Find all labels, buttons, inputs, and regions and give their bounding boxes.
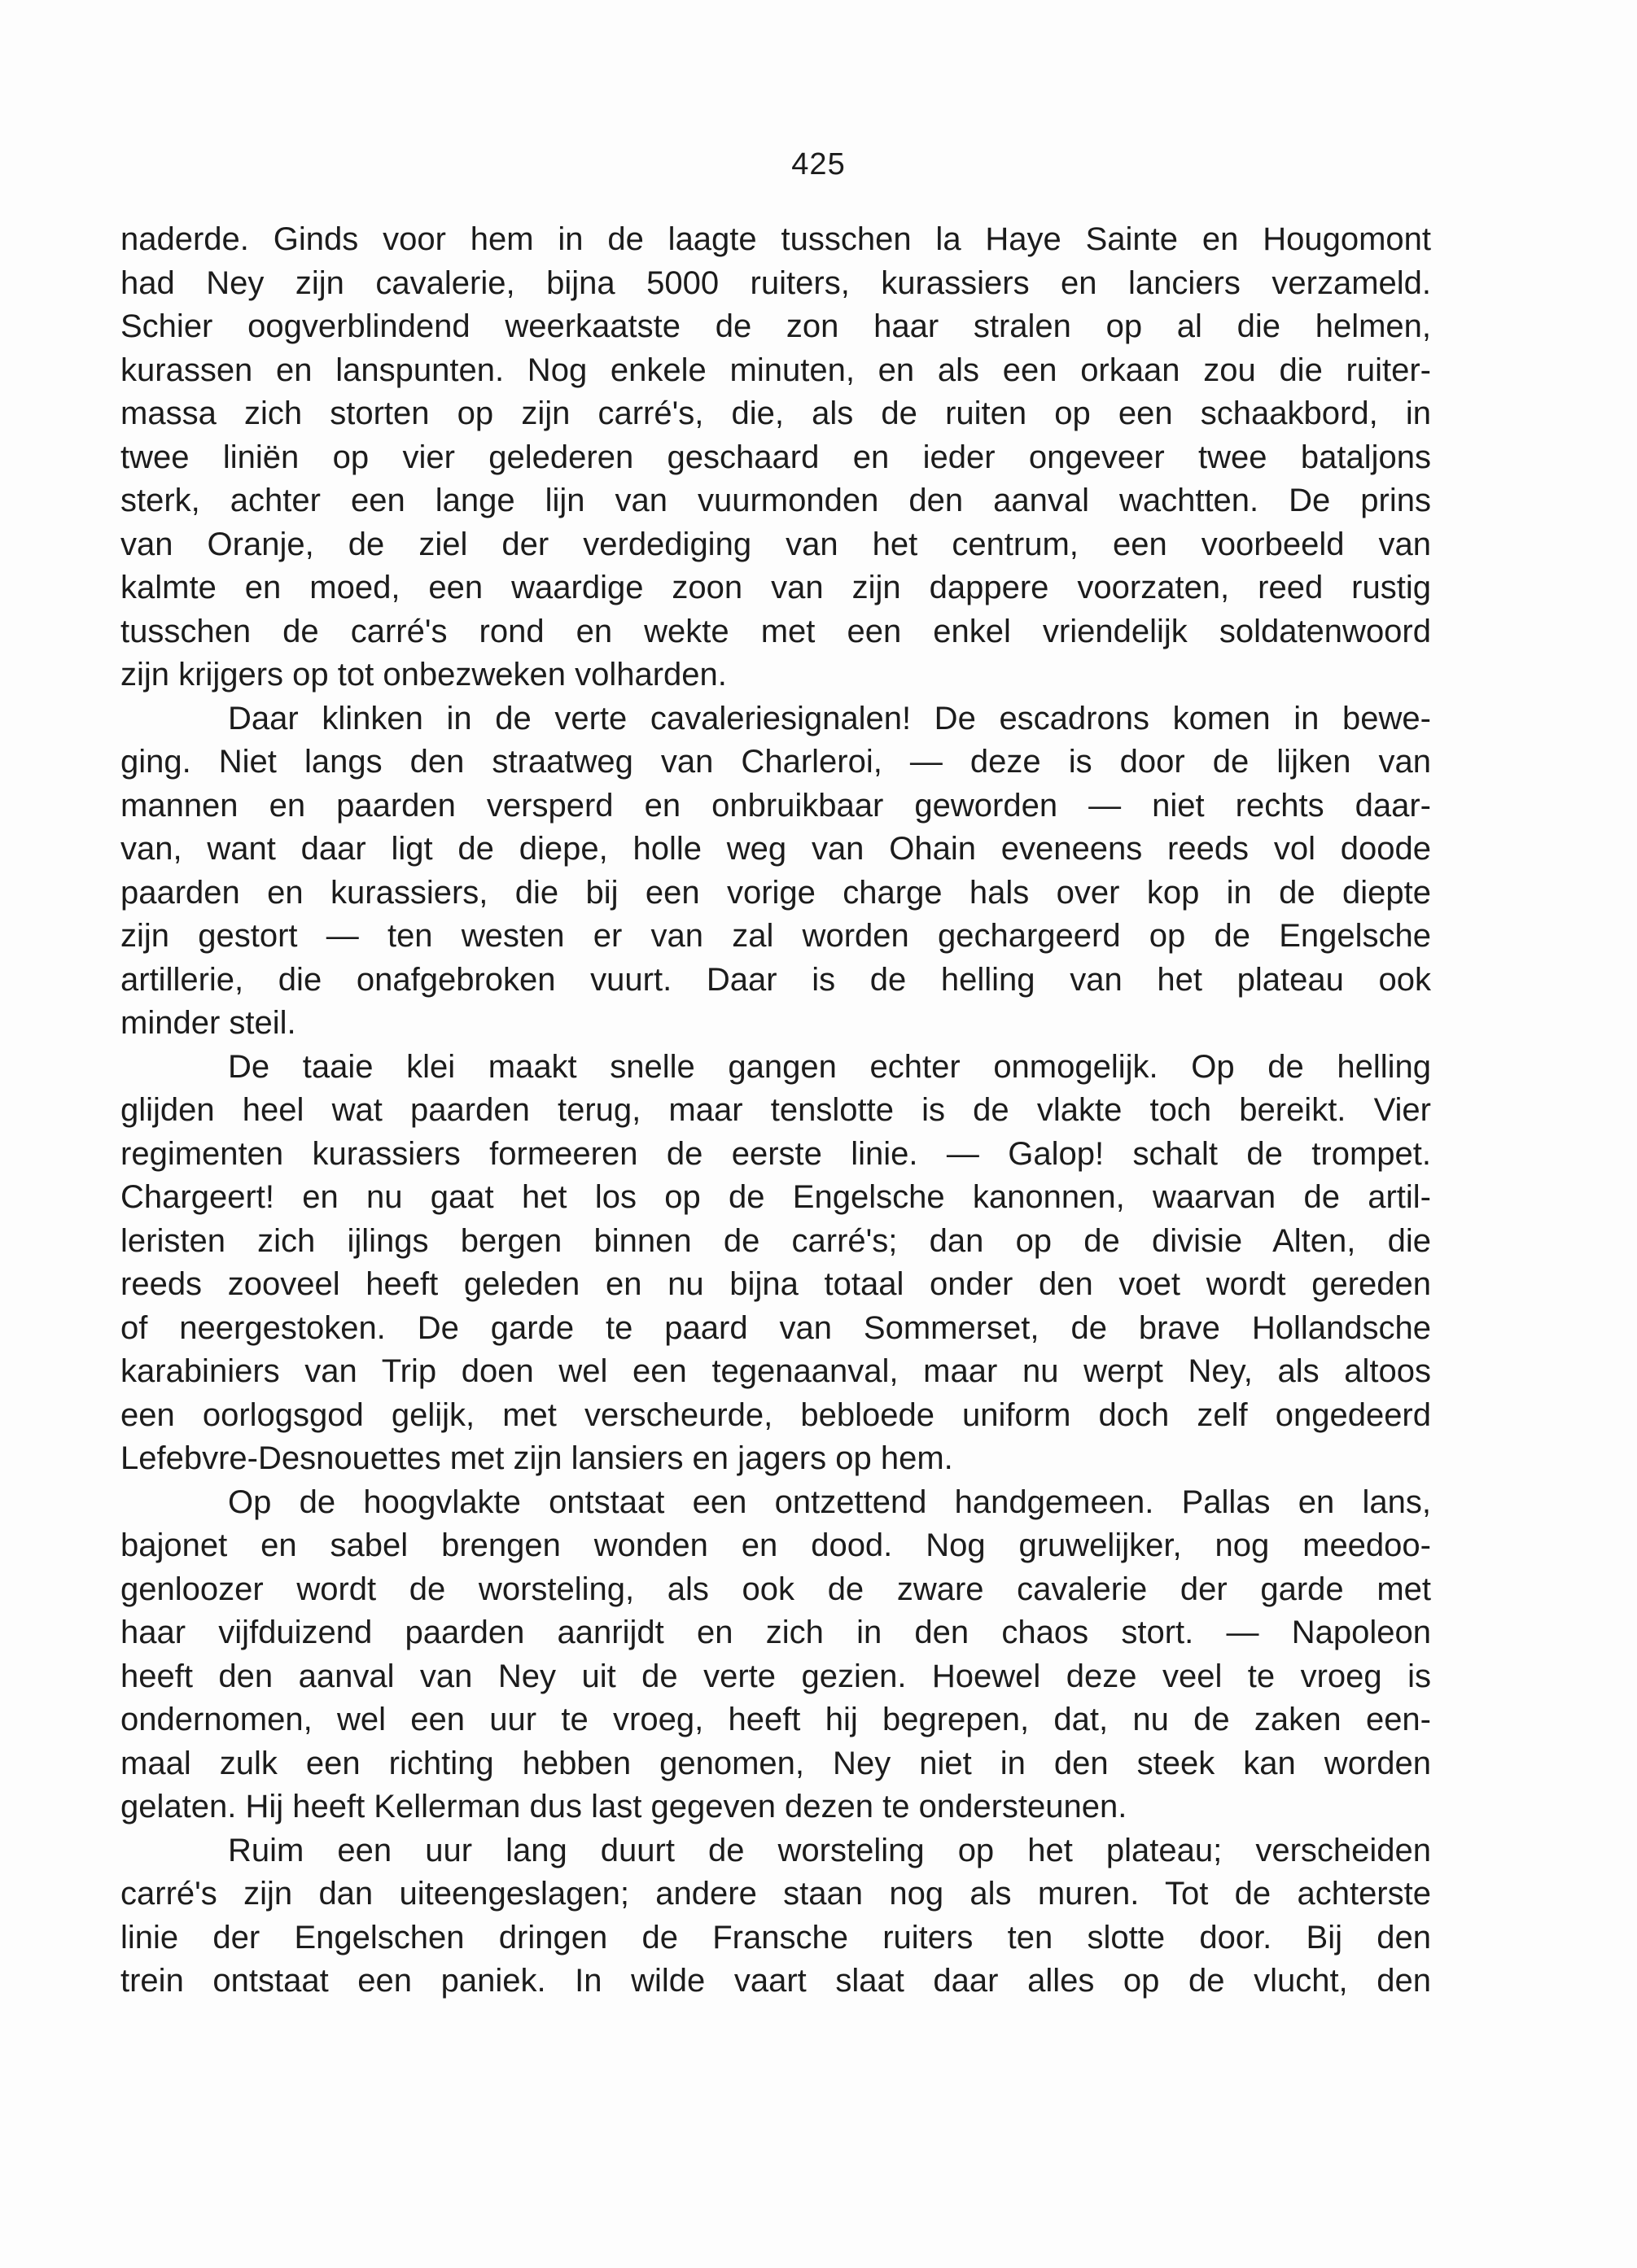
text-line: Lefebvre-Desnouettes met zijn lansiers en jagers op hem. [120,1440,953,1476]
text-line: Daar klinken in de verte cavaleriesignalen! De escadrons komen in bewe- [228,700,1431,736]
text-line: of neergestoken. De garde te paard van Sommerset, de brave Hollandsche [120,1309,1431,1346]
text-line: heeft den aanval van Ney uit de verte gezien. Hoewel deze veel te vroeg is [120,1658,1431,1694]
text-line: haar vijfduizend paarden aanrijdt en zich in den chaos stort. — Napoleon [120,1615,1431,1650]
text-line: massa zich storten op zijn carré's, die, als de ruiten op een schaakbord, in [120,395,1431,431]
text-line: artillerie, die onafgebroken vuurt. Daar is de helling van het plateau ook [120,961,1431,998]
text-line: bajonet en sabel brengen wonden en dood. Nog gruwelijker, nog meedoo- [120,1527,1431,1563]
text-line: kurassen en lanspunten. Nog enkele minuten, en als een orkaan zou die ruiter- [120,352,1431,388]
text-line: naderde. Ginds voor hem in de laagte tusschen la Haye Sainte en Hougomont [120,221,1431,257]
text-line: twee liniën op vier gelederen geschaard en ieder ongeveer twee bataljons [120,439,1431,475]
text-line: zijn krijgers op tot onbezweken volharden. [120,657,727,693]
text-line: glijden heel wat paarden terug, maar tenslotte is de vlakte toch bereikt. Vier [120,1092,1431,1128]
text-line: leristen zich ijlings bergen binnen de carré's; dan op de divisie Alten, die [120,1222,1431,1259]
text-line: linie der Engelschen dringen de Fransche ruiters ten slotte door. Bij den [120,1919,1431,1956]
text-line: van Oranje, de ziel der verdediging van het centrum, een voorbeeld van [120,526,1431,562]
text-line: Schier oogverblindend weerkaatste de zon haar stralen op al die helmen, [120,308,1431,344]
text-line: minder steil. [120,1005,296,1041]
text-line: De taaie klei maakt snelle gangen echter onmogelijk. Op de helling [228,1048,1431,1085]
text-line: paarden en kurassiers, die bij een vorige charge hals over kop in de diepte [120,874,1431,911]
text-line: maal zulk een richting hebben genomen, Ney niet in den steek kan worden [120,1745,1431,1781]
text-line: tusschen de carré's rond en wekte met een enkel vriendelijk soldatenwoord [120,613,1431,649]
text-line: gelaten. Hij heeft Kellerman dus last gegeven dezen te ondersteunen. [120,1789,1127,1824]
text-line: ging. Niet langs den straatweg van Charleroi, — deze is door de lijken van [120,744,1431,780]
text-line: kalmte en moed, een waardige zoon van zijn dappere voorzaten, reed rustig [120,570,1431,605]
text-line: Ruim een uur lang duurt de worsteling op het plateau; verscheiden [228,1832,1431,1868]
text-line: had Ney zijn cavalerie, bijna 5000 ruiters, kurassiers en lanciers verzameld. [120,264,1431,301]
text-line: een oorlogsgod gelijk, met verscheurde, bebloede uniform doch zelf ongedeerd [120,1396,1431,1433]
text-line: carré's zijn dan uiteengeslagen; andere staan nog als muren. Tot de achterste [120,1876,1431,1912]
text-line: reeds zooveel heeft geleden en nu bijna totaal onder den voet wordt gereden [120,1266,1431,1302]
text-line: zijn gestort — ten westen er van zal worden gechargeerd op de Engelsche [120,918,1431,954]
text-line: mannen en paarden versperd en onbruikbaar geworden — niet rechts daar- [120,787,1431,824]
text-line: van, want daar ligt de diepe, holle weg van Ohain eveneens reeds vol doode [120,831,1431,867]
text-line: Op de hoogvlakte ontstaat een ontzettend handgemeen. Pallas en lans, [228,1484,1431,1520]
text-line: trein ontstaat een paniek. In wilde vaart slaat daar alles op de vlucht, den [120,1963,1431,1999]
text-line: regimenten kurassiers formeeren de eerste linie. — Galop! schalt de trompet. [120,1135,1431,1172]
text-line: sterk, achter een lange lijn van vuurmonden den aanval wachtten. De prins [120,483,1431,518]
text-line: ondernomen, wel een uur te vroeg, heeft hij begrepen, dat, nu de zaken een- [120,1702,1431,1737]
page-number: 425 [791,147,846,181]
text-line: Chargeert! en nu gaat het los op de Engelsche kanonnen, waarvan de artil- [120,1179,1431,1215]
text-line: karabiniers van Trip doen wel een tegenaanval, maar nu werpt Ney, als altoos [120,1353,1431,1389]
body-text [120,218,1431,2004]
text-line: genloozer wordt de worsteling, als ook de zware cavalerie der garde met [120,1571,1431,1607]
